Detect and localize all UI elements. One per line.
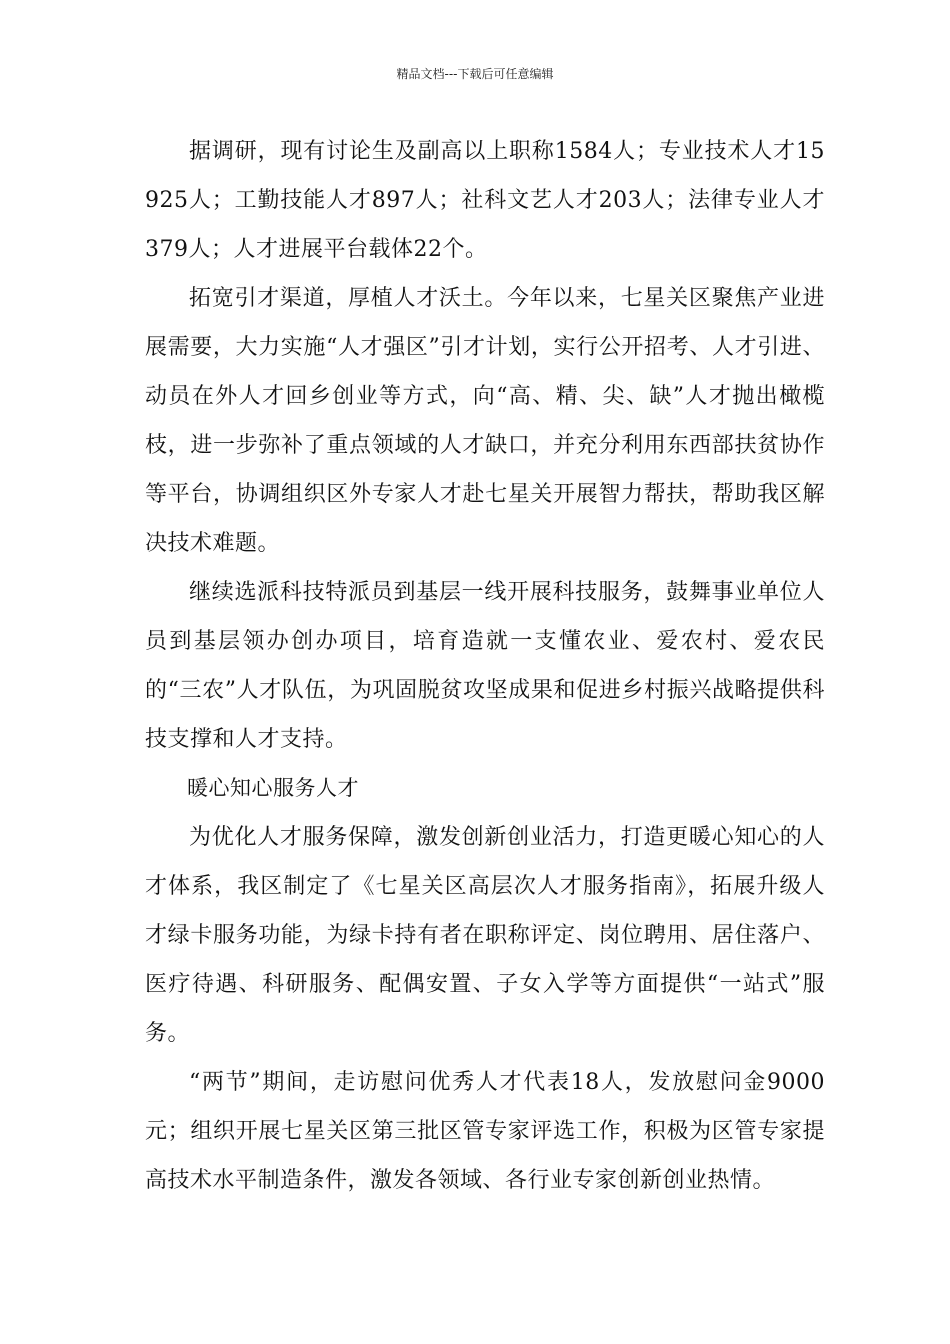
paragraph-talent-recruitment: 拓宽引才渠道，厚植人才沃土。今年以来，七星关区聚焦产业进展需要，大力实施“人才强区”引才计划，实行公开招考、人才引进、动员在外人才回乡创业等方式，向“高、精、尖、缺”人才抛出橄榄枝，进一步弥补了重点领域的人才缺口，并充分利用东西部扶贫协作等平台，协调组织区外专家人才赴七星关开展智力帮扶，帮助我区解决技术难题。 xyxy=(145,286,825,556)
paragraph-tech-commissioners: 继续选派科技特派员到基层一线开展科技服务，鼓舞事业单位人员到基层领办创办项目，培育造就一支懂农业、爱农村、爱农民的“三农”人才队伍，为巩固脱贫攻坚成果和促进乡村振兴战略提供科技支撑和人才支持。 xyxy=(145,580,825,752)
page-header: 精品文档---下载后可任意编辑 xyxy=(396,67,554,81)
section-heading: 暖心知心服务人才 xyxy=(187,776,359,800)
document-body xyxy=(145,127,825,1205)
paragraph-talent-statistics: 据调研，现有讨论生及副高以上职称1584人；专业技术人才15925人；工勤技能人才897人；社科文艺人才203人；法律专业人才379人；人才进展平台载体22个。 xyxy=(145,139,825,262)
paragraph-talent-services: 为优化人才服务保障，激发创新创业活力，打造更暖心知心的人才体系，我区制定了《七星关区高层次人才服务指南》，拓展升级人才绿卡服务功能，为绿卡持有者在职称评定、岗位聘用、居住落户、医疗待遇、科研服务、配偶安置、子女入学等方面提供“一站式”服务。 xyxy=(145,825,825,1046)
paragraph-festival-visits: “两节”期间，走访慰问优秀人才代表18人，发放慰问金9000元；组织开展七星关区第三批区管专家评选工作，积极为区管专家提高技术水平制造条件，激发各领域、各行业专家创新创业热情。 xyxy=(145,1070,825,1193)
